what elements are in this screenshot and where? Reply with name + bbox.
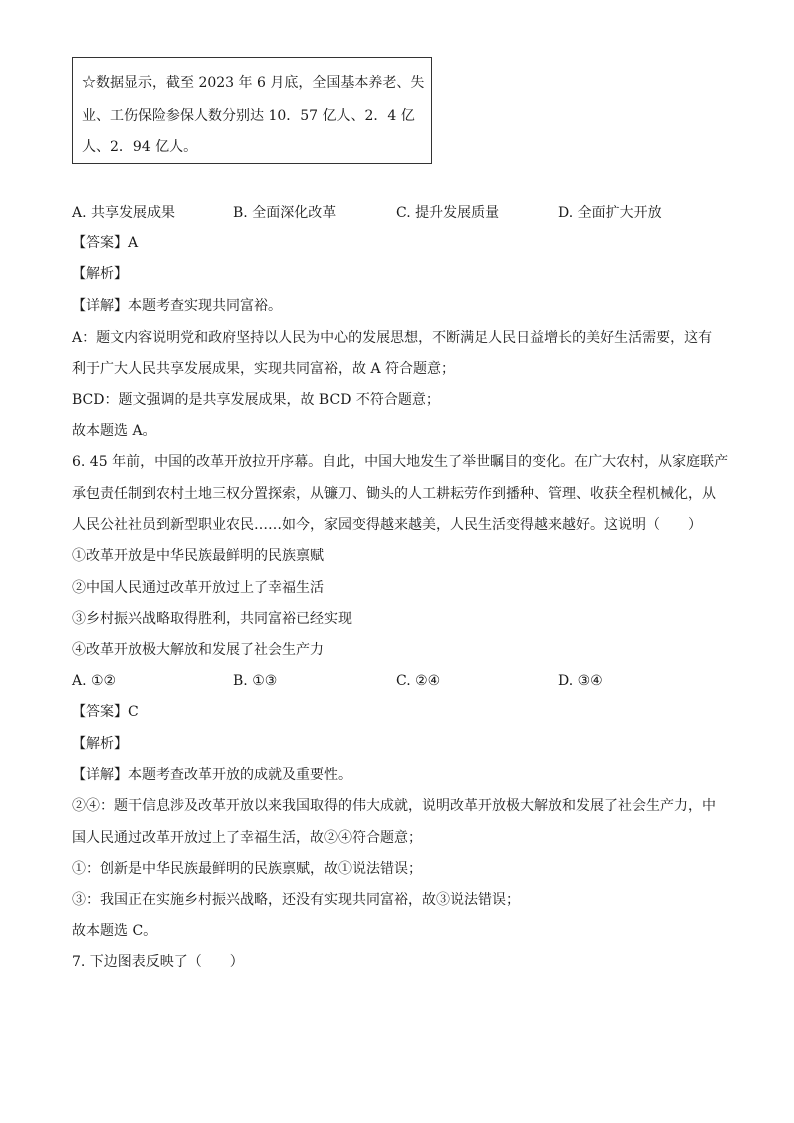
- q5-option-a: A. 共享发展成果: [72, 205, 176, 221]
- q5-option-d: D. 全面扩大开放: [558, 205, 662, 221]
- q5-option-b: B. 全面深化改革: [233, 205, 337, 221]
- q6-detail: 【详解】本题考查改革开放的成就及重要性。: [72, 767, 352, 783]
- q6-stem-3: 人民公社社员到新型职业农民……如今，家园变得越来越美，人民生活变得越来越好。这说明（ ）: [72, 517, 702, 533]
- q5-answer: 【答案】A: [72, 235, 139, 251]
- q6-explanation-1: ②④：题干信息涉及改革开放以来我国取得的伟大成就，说明改革开放极大解放和发展了社会生产力，中: [72, 798, 716, 814]
- q6-conclusion: 故本题选 C。: [72, 923, 158, 939]
- q6-analysis-heading: 【解析】: [72, 736, 128, 752]
- material-line-3: 人、2．94 亿人。: [82, 139, 198, 155]
- q5-explanation-3: BCD：题文强调的是共享发展成果，故 BCD 不符合题意；: [72, 392, 440, 408]
- q6-stem-1: 6. 45 年前，中国的改革开放拉开序幕。自此，中国大地发生了举世瞩目的变化。在广大农村，从家庭联产: [72, 454, 729, 470]
- q6-stem-2: 承包责任制到农村土地三权分置探索，从镰刀、锄头的人工耕耘劳作到播种、管理、收获全程机械化，从: [72, 486, 716, 502]
- q6-item-3: ③乡村振兴战略取得胜利，共同富裕已经实现: [72, 611, 352, 627]
- q5-detail: 【详解】本题考查实现共同富裕。: [72, 298, 282, 314]
- q6-item-2: ②中国人民通过改革开放过上了幸福生活: [72, 580, 324, 596]
- q6-explanation-4: ③：我国正在实施乡村振兴战略，还没有实现共同富裕，故③说法错误；: [72, 892, 520, 908]
- q5-analysis-heading: 【解析】: [72, 266, 128, 282]
- q6-item-1: ①改革开放是中华民族最鲜明的民族禀赋: [72, 548, 324, 564]
- q6-option-d: D. ③④: [558, 673, 603, 689]
- q5-conclusion: 故本题选 A。: [72, 423, 157, 439]
- q6-option-a: A. ①②: [72, 673, 117, 689]
- q5-explanation-2: 利于广大人民共享发展成果，实现共同富裕，故 A 符合题意；: [72, 361, 456, 377]
- q6-answer: 【答案】C: [72, 704, 139, 720]
- material-box: [72, 57, 432, 164]
- q5-option-c: C. 提升发展质量: [396, 205, 500, 221]
- material-line-1: ☆数据显示，截至 2023 年 6 月底，全国基本养老、失: [82, 75, 425, 91]
- q5-explanation-1: A：题文内容说明党和政府坚持以人民为中心的发展思想，不断满足人民日益增长的美好生活需要，这有: [72, 330, 713, 346]
- q6-explanation-3: ①：创新是中华民族最鲜明的民族禀赋，故①说法错误；: [72, 861, 422, 877]
- material-line-2: 业、工伤保险参保人数分别达 10．57 亿人、2．4 亿: [82, 108, 415, 124]
- q6-option-c: C. ②④: [396, 673, 441, 689]
- q6-option-b: B. ①③: [233, 673, 278, 689]
- q6-item-4: ④改革开放极大解放和发展了社会生产力: [72, 642, 324, 658]
- q6-explanation-2: 国人民通过改革开放过上了幸福生活，故②④符合题意；: [72, 830, 422, 846]
- q7-stem: 7. 下边图表反映了（ ）: [72, 954, 244, 970]
